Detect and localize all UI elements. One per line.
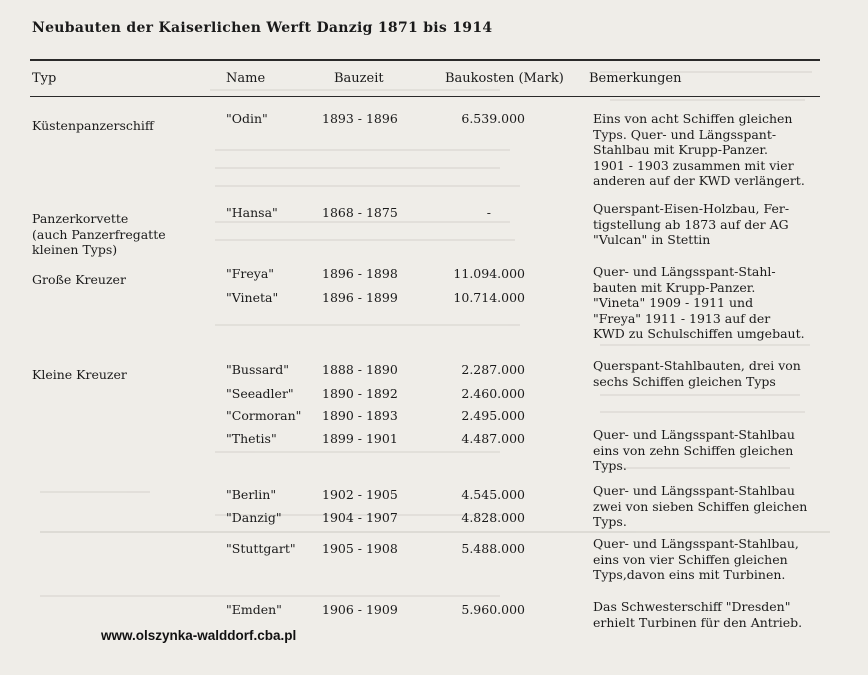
ship-kosten: 6.539.000 (461, 111, 525, 126)
ship-name: "Odin" (226, 111, 268, 126)
ship-bauzeit: 1890 - 1893 (322, 408, 398, 423)
column-header-kosten: Baukosten (Mark) (445, 71, 564, 86)
ship-kosten: 5.488.000 (461, 541, 525, 556)
ship-kosten: 2.460.000 (461, 386, 525, 401)
ship-bauzeit: 1896 - 1899 (322, 290, 398, 305)
type-label: Panzerkorvette (auch Panzerfregatte kleinen Typs) (32, 211, 166, 257)
ship-kosten: 2.495.000 (461, 408, 525, 423)
ship-kosten: - (486, 205, 491, 220)
remark-text: Quer- und Längsspant-Stahlbau, eins von vier Schiffen gleichen Typs,davon eins mit Turbinen. (593, 536, 799, 582)
ship-kosten: 5.960.000 (461, 602, 525, 617)
column-header-bemerkungen: Bemerkungen (589, 71, 682, 86)
ship-name: "Cormoran" (226, 408, 302, 423)
ship-name: "Berlin" (226, 487, 277, 502)
remark-text: Eins von acht Schiffen gleichen Typs. Quer- und Längsspant- Stahlbau mit Krupp-Panzer. 1901 - 1903 zusammen mit vier anderen auf der KWD verlängert. (593, 111, 805, 188)
ship-kosten: 2.287.000 (461, 362, 525, 377)
column-header-bauzeit: Bauzeit (334, 71, 384, 86)
ship-name: "Seeadler" (226, 386, 294, 401)
ship-name: "Bussard" (226, 362, 289, 377)
type-label: Kleine Kreuzer (32, 367, 127, 382)
column-header-typ: Typ (32, 71, 57, 86)
ship-bauzeit: 1896 - 1898 (322, 266, 398, 281)
remark-text: Quer- und Längsspant-Stahlbau zwei von sieben Schiffen gleichen Typs. (593, 483, 808, 529)
remark-text: Querspant-Eisen-Holzbau, Fer- tigstellung ab 1873 auf der AG "Vulcan" in Stettin (593, 201, 790, 247)
ship-name: "Danzig" (226, 510, 282, 525)
ship-kosten: 4.545.000 (461, 487, 525, 502)
ship-bauzeit: 1890 - 1892 (322, 386, 398, 401)
ship-name: "Hansa" (226, 205, 278, 220)
ship-bauzeit: 1905 - 1908 (322, 541, 398, 556)
ship-bauzeit: 1899 - 1901 (322, 431, 398, 446)
page-title: Neubauten der Kaiserlichen Werft Danzig 1871 bis 1914 (32, 20, 493, 36)
ship-kosten: 4.487.000 (461, 431, 525, 446)
ship-bauzeit: 1868 - 1875 (322, 205, 398, 220)
remark-text: Das Schwesterschiff "Dresden" erhielt Turbinen für den Antrieb. (593, 599, 803, 630)
type-label: Küstenpanzerschiff (32, 118, 154, 133)
ship-name: "Emden" (226, 602, 282, 617)
ship-bauzeit: 1888 - 1890 (322, 362, 398, 377)
ship-name: "Freya" (226, 266, 275, 281)
remark-text: Quer- und Längsspant-Stahl- bauten mit Krupp-Panzer. "Vineta" 1909 - 1911 und "Freya" 1911 - 1913 auf der KWD zu Schulschiffen umgebaut. (593, 264, 805, 341)
ship-kosten: 10.714.000 (453, 290, 525, 305)
type-label: Große Kreuzer (32, 272, 126, 287)
ship-name: "Vineta" (226, 290, 279, 305)
header-rule (30, 96, 820, 97)
ship-bauzeit: 1893 - 1896 (322, 111, 398, 126)
ship-name: "Thetis" (226, 431, 277, 446)
ship-bauzeit: 1904 - 1907 (322, 510, 398, 525)
website-watermark: www.olszynka-walddorf.cba.pl (101, 628, 297, 643)
ship-bauzeit: 1906 - 1909 (322, 602, 398, 617)
ship-kosten: 11.094.000 (453, 266, 525, 281)
table-top-rule (30, 59, 820, 61)
remark-text: Querspant-Stahlbauten, drei von sechs Schiffen gleichen Typs (593, 358, 801, 389)
ship-name: "Stuttgart" (226, 541, 296, 556)
remark-text: Quer- und Längsspant-Stahlbau eins von zehn Schiffen gleichen Typs. (593, 427, 795, 473)
ship-kosten: 4.828.000 (461, 510, 525, 525)
ship-bauzeit: 1902 - 1905 (322, 487, 398, 502)
column-header-name: Name (226, 71, 266, 86)
